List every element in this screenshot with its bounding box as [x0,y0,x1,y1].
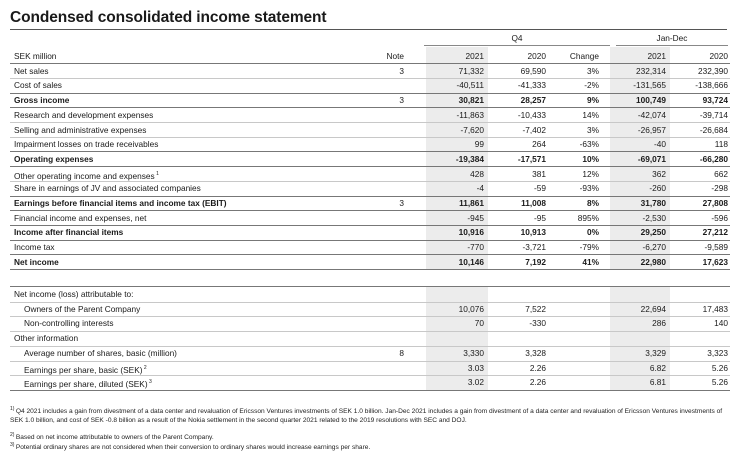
q4-2021-value: -770 [467,242,484,253]
q4-2021-value: 10,076 [458,303,484,314]
q4-2021-value: 3.03 [467,362,484,373]
row-label: Gross income [14,95,70,106]
jd-2021-value: -260 [649,183,666,194]
change-value: -79% [579,242,599,253]
jd-2020-value: 232,390 [698,65,728,76]
change-value: 14% [582,109,599,120]
jd-2021-value: 22,980 [640,256,666,267]
row-note: 8 [399,347,404,358]
q4-2021-value: -19,384 [455,153,484,164]
q4-2020-value: 7,192 [525,256,546,267]
q4-2020-value: 7,522 [525,303,546,314]
jd-2021-value: -40 [654,139,666,150]
footnote-marker: 1 [154,170,159,177]
q4-2020-value: 28,257 [520,95,546,106]
q4-2020-value: 2.26 [529,362,546,373]
row-label: Average number of shares, basic (million) [24,347,177,358]
row-divider [10,78,730,79]
row-divider [10,225,730,226]
jd-2020-value: -39,714 [699,109,728,120]
row-label: Research and development expenses [14,109,154,120]
q4-2021-value: -40,511 [456,80,484,91]
jd-2021-value: -6,270 [642,242,666,253]
jd-2021-value: 6.81 [649,377,666,388]
q4-2021-value: -11,863 [456,109,484,120]
jd-2020-value: 27,808 [702,198,728,208]
header-q4-2020: 2020 [527,51,546,61]
footnote-marker: 3 [147,379,152,386]
row-label: Financial income and expenses, net [14,212,147,223]
q4-2020-value: 264 [532,139,546,150]
row-divider [10,196,730,197]
q4-2020-value: 11,008 [521,198,546,208]
jd-2021-value: 3,329 [645,347,666,358]
row-divider [10,151,730,152]
row-divider [10,331,730,332]
q4-2020-value: 69,590 [520,65,546,76]
q4-2021-value: 30,821 [458,95,484,106]
q4-2020-value: -10,433 [517,109,546,120]
jd-2020-value: 3,323 [707,347,728,358]
row-label: Net income [14,256,59,267]
statement-title: Condensed consolidated income statement [10,9,327,26]
jd-2020-value: -596 [711,212,728,223]
q4-2020-value: -41,333 [517,80,546,91]
jd-2021-value: 22,694 [640,303,666,314]
row-divider [10,346,730,347]
jd-2020-value: 5.26 [711,362,728,373]
jd-2020-value: 662 [714,168,728,179]
jd-2020-value: 27,212 [702,227,728,238]
q4-2021-value: 11,861 [459,198,484,208]
row-divider [10,181,730,182]
header-change: Change [569,51,599,61]
jd-2020-value: 118 [714,139,728,150]
row-note: 3 [399,65,404,76]
row-note: 3 [399,198,404,208]
header-jd-2021: 2021 [647,51,666,61]
row-divider [10,107,730,108]
title-divider [10,29,727,30]
row-divider [10,316,730,317]
jd-2021-value: -69,071 [637,153,666,164]
row-label: Other information [14,333,79,344]
row-divider [10,210,730,211]
jd-2020-value: -9,589 [704,242,728,253]
row-divider [10,166,730,167]
jd-2020-value: -26,684 [699,124,728,135]
q4-group-rule [424,45,610,46]
q4-2021-value: -7,620 [460,124,484,135]
row-label: Share in earnings of JV and associated companies [14,183,201,194]
header-q4-2021: 2021 [465,51,484,61]
row-divider [10,302,730,303]
row-label: Non-controlling interests [24,318,114,329]
q4-2020-value: -59 [534,183,546,194]
change-value: 895% [577,212,599,223]
footnote-3 [10,441,735,453]
change-value: 12% [582,168,599,179]
jd-2021-value: 29,250 [640,227,666,238]
jan-dec-group-header: Jan-Dec [656,33,688,43]
q4-2020-value: -7,402 [522,124,546,135]
q4-2021-value: 3.02 [467,377,484,388]
row-label: Earnings before financial items and income tax (EBIT) [14,198,227,208]
q4-2021-value: 10,146 [458,256,484,267]
change-value: -2% [584,80,599,91]
q4-2020-value: -95 [534,212,546,223]
footnote-marker: 1) [10,406,16,412]
q4-2021-value: 71,332 [458,65,484,76]
header-jd-2020: 2020 [709,51,728,61]
q4-2020-value: -3,721 [522,242,546,253]
header-sek-million: SEK million [14,51,57,61]
jd-2021-value: 286 [652,318,666,329]
change-value: 3% [587,124,599,135]
jd-2021-value: 362 [652,168,666,179]
row-divider [10,254,730,255]
q4-2020-value: 10,913 [520,227,546,238]
row-label: Income tax [14,242,55,253]
jd-2021-value: 31,780 [640,198,666,208]
row-label: Income after financial items [14,227,124,238]
jd-2021-value: 232,314 [636,65,666,76]
change-value: 0% [587,227,599,238]
row-divider [10,93,730,94]
row-label: Earnings per share, basic (SEK) $^2$ [24,364,147,375]
row-divider [10,361,730,362]
row-divider [10,390,730,391]
jd-2021-value: 6.82 [649,362,666,373]
change-value: 41% [582,256,599,267]
row-divider [10,240,730,241]
q4-2020-value: 381 [532,168,546,179]
jd-2020-value: 93,724 [702,95,728,106]
footnote-text: Potential ordinary shares are not considered when their conversion to ordinary shares would increase earnings per share. [15,444,371,452]
row-label: Earnings per share, diluted (SEK) $^3$ [24,378,152,389]
row-divider [10,63,730,64]
row-label: Cost of sales [14,80,62,91]
row-label: Net income (loss) attributable to: [14,289,134,299]
q4-2020-value: -17,571 [517,153,546,164]
jd-2020-value: 140 [714,318,728,329]
change-value: 3% [587,65,599,76]
jd-2021-value: 100,749 [636,95,666,106]
footnote-marker: 2) [10,432,16,438]
change-value: -63% [579,139,599,150]
footnote-1 [10,405,735,425]
jd-2020-value: 17,623 [702,256,728,267]
footnote-text: Q4 2021 includes a gain from divestment of a data center and revaluation of Ericsson Ventures investments of SEK 1.0 billion. Jan-Dec 2021 includes a gain from divestment of a data center and revaluation of Ericsson Ventures investments of SEK 1.0 billion, and cost of SEK -0.8 billion as a result of the Nokia settlement in the second quarter 2021 related to the 2019 resolutions with SEC and DOJ. [10,408,723,424]
row-note: 3 [399,95,404,106]
change-value: 8% [587,198,599,208]
row-label: Net sales [14,65,49,76]
change-value: 10% [582,153,599,164]
q4-2021-value: 428 [470,168,484,179]
q4-2021-value: 3,330 [463,347,484,358]
footnote-marker: 2 [142,364,147,371]
row-label: Operating expenses [14,153,94,164]
q4-2020-value: 2.26 [529,377,546,388]
footnote-text: Based on net income attributable to owners of the Parent Company. [15,434,214,442]
row-label: Owners of the Parent Company [24,303,141,314]
jd-2021-value: -131,565 [633,80,666,91]
row-divider [10,269,730,270]
jd-2021-value: -42,074 [637,109,666,120]
row-divider [10,122,730,123]
jd-2021-value: -2,530 [642,212,666,223]
q4-2020-value: 3,328 [525,347,546,358]
jd-2021-value: -26,957 [637,124,666,135]
jd-2020-value: 17,483 [702,303,728,314]
row-divider [10,137,730,138]
q4-2020-value: -330 [529,318,546,329]
q4-2021-value: 99 [474,139,484,150]
q4-2021-value: -945 [467,212,484,223]
footnote-marker: 3) [10,442,16,448]
q4-2021-value: -4 [476,183,484,194]
q4-2021-value: 10,916 [458,227,484,238]
jd-2020-value: -298 [711,183,728,194]
header-note: Note [386,51,404,61]
jd-2020-value: 5.26 [711,377,728,388]
row-label: Other operating income and expenses $^1$ [14,170,159,181]
row-label: Impairment losses on trade receivables [14,139,159,150]
change-value: 9% [587,95,599,106]
row-divider [10,375,730,376]
change-value: -93% [579,183,599,194]
row-divider [10,286,730,287]
jd-2020-value: -138,666 [695,80,728,91]
q4-group-header: Q4 [511,33,523,43]
row-label: Selling and administrative expenses [14,124,147,135]
q4-2021-value: 70 [474,318,484,329]
jan-dec-group-rule [616,45,728,46]
jd-2020-value: -66,280 [699,153,728,164]
